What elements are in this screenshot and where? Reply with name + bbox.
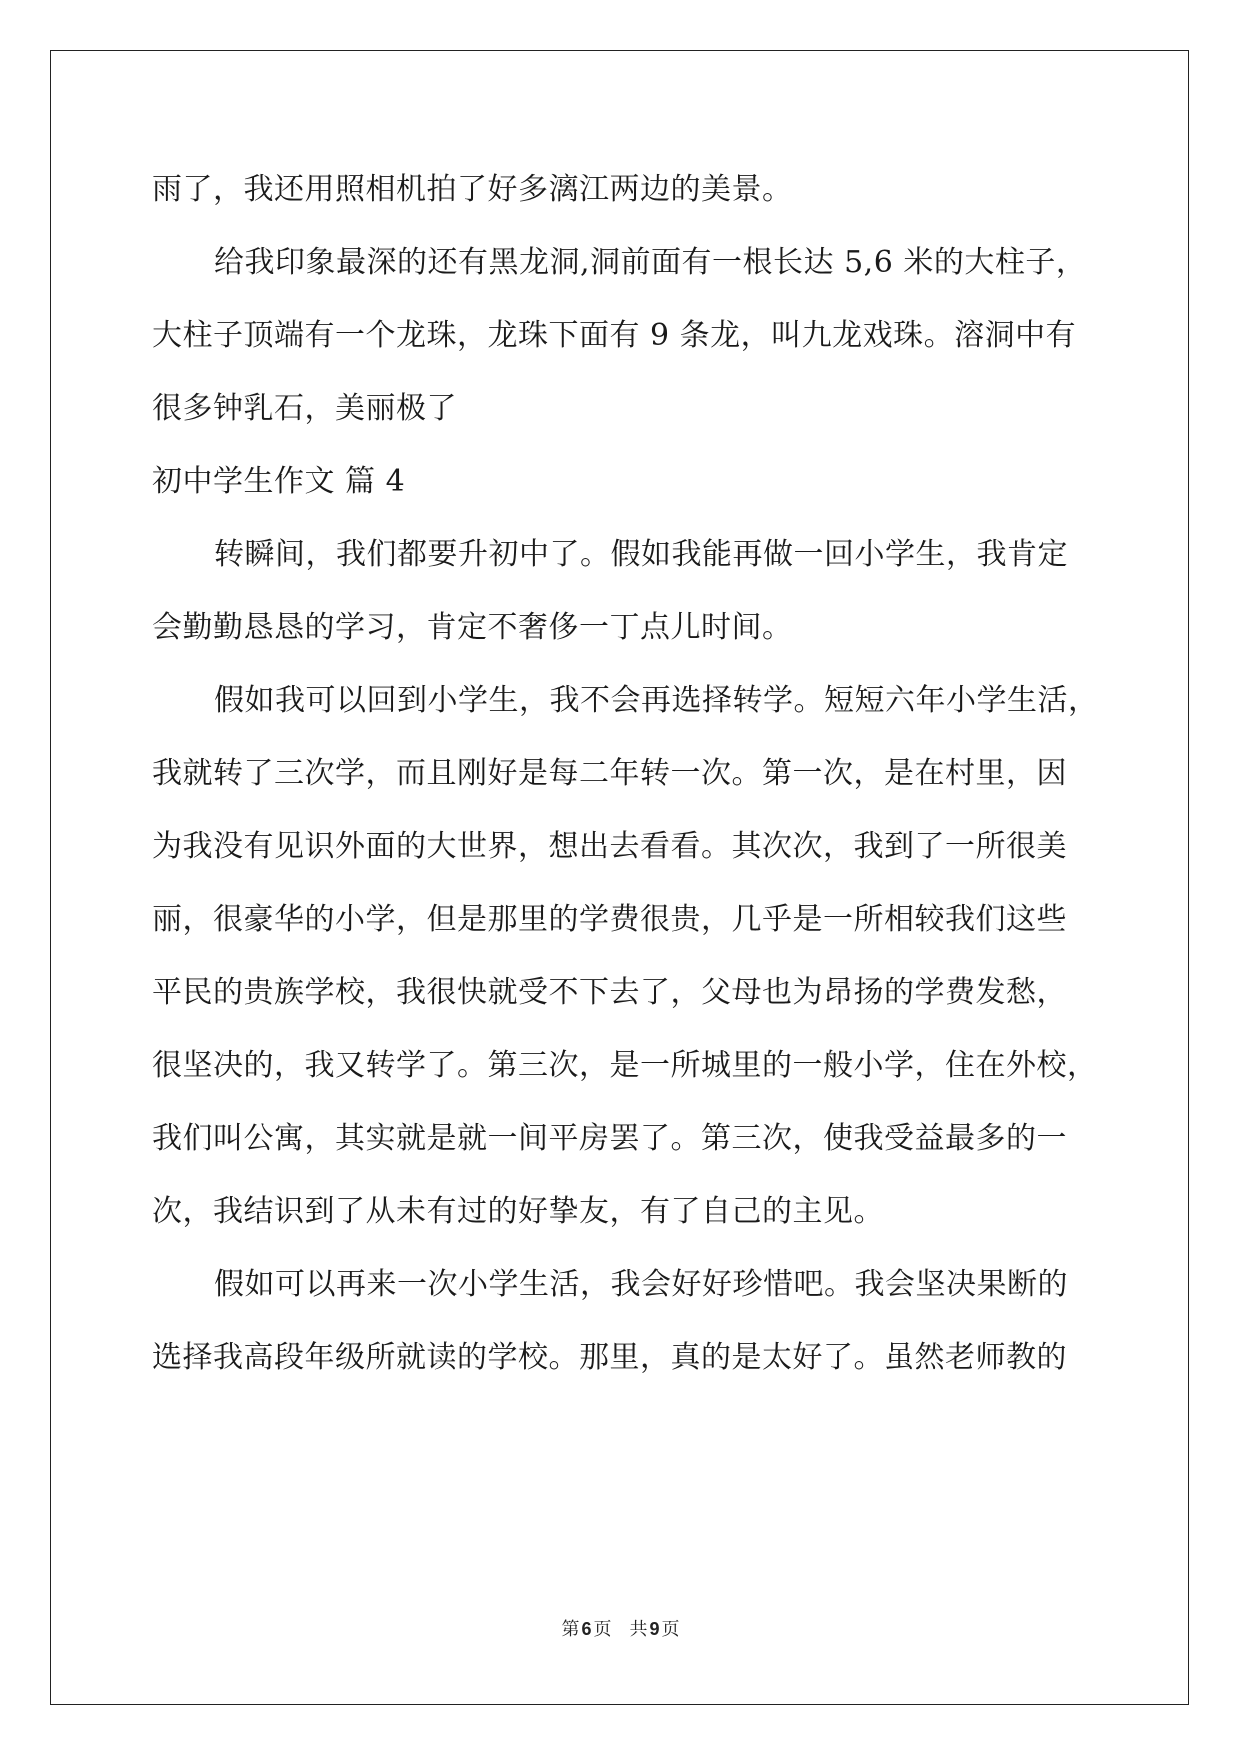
paragraph-first-line: 给我印象最深的还有黑龙洞,洞前面有一根长达 5,6 米的大柱子， [214, 245, 1087, 280]
text-line: 会勤勤恳恳的学习，肯定不奢侈一丁点儿时间。 [152, 610, 793, 645]
footer-page-word: 页 [593, 1619, 612, 1640]
current-page-number: 6 [581, 1619, 592, 1639]
text-line: 我就转了三次学，而且刚好是每二年转一次。第一次，是在村里，因 [152, 756, 1067, 791]
text-line: 平民的贵族学校，我很快就受不下去了，父母也为昂扬的学费发愁， [152, 975, 1067, 1010]
text-line: 丽，很豪华的小学，但是那里的学费很贵，几乎是一所相较我们这些 [152, 902, 1067, 937]
paragraph-first-line: 假如可以再来一次小学生活，我会好好珍惜吧。我会坚决果断的 [214, 1267, 1068, 1302]
paragraph-first-line: 转瞬间，我们都要升初中了。假如我能再做一回小学生，我肯定 [214, 537, 1068, 572]
text-line: 为我没有见识外面的大世界，想出去看看。其次次，我到了一所很美 [152, 829, 1067, 864]
paragraph-first-line: 假如我可以回到小学生，我不会再选择转学。短短六年小学生活， [214, 683, 1099, 718]
text-line: 雨了，我还用照相机拍了好多漓江两边的美景。 [152, 172, 793, 207]
page-footer [0, 1617, 1241, 1642]
total-page-count: 9 [649, 1619, 660, 1639]
page-border [50, 50, 1189, 1705]
footer-total-word: 页 [661, 1619, 680, 1640]
text-line: 很坚决的，我又转学了。第三次，是一所城里的一般小学，住在外校， [152, 1048, 1098, 1083]
text-line: 我们叫公寓，其实就是就一间平房罢了。第三次，使我受益最多的一 [152, 1121, 1067, 1156]
text-line: 很多钟乳石，美丽极了 [152, 391, 457, 426]
text-line: 选择我高段年级所就读的学校。那里，真的是太好了。虽然老师教的 [152, 1340, 1067, 1375]
footer-prefix: 第 [561, 1619, 580, 1640]
footer-total-prefix: 共 [629, 1619, 648, 1640]
text-line: 大柱子顶端有一个龙珠，龙珠下面有 9 条龙，叫九龙戏珠。溶洞中有 [152, 318, 1077, 353]
section-heading: 初中学生作文 篇 4 [152, 464, 406, 499]
text-line: 次，我结识到了从未有过的好挚友，有了自己的主见。 [152, 1194, 884, 1229]
